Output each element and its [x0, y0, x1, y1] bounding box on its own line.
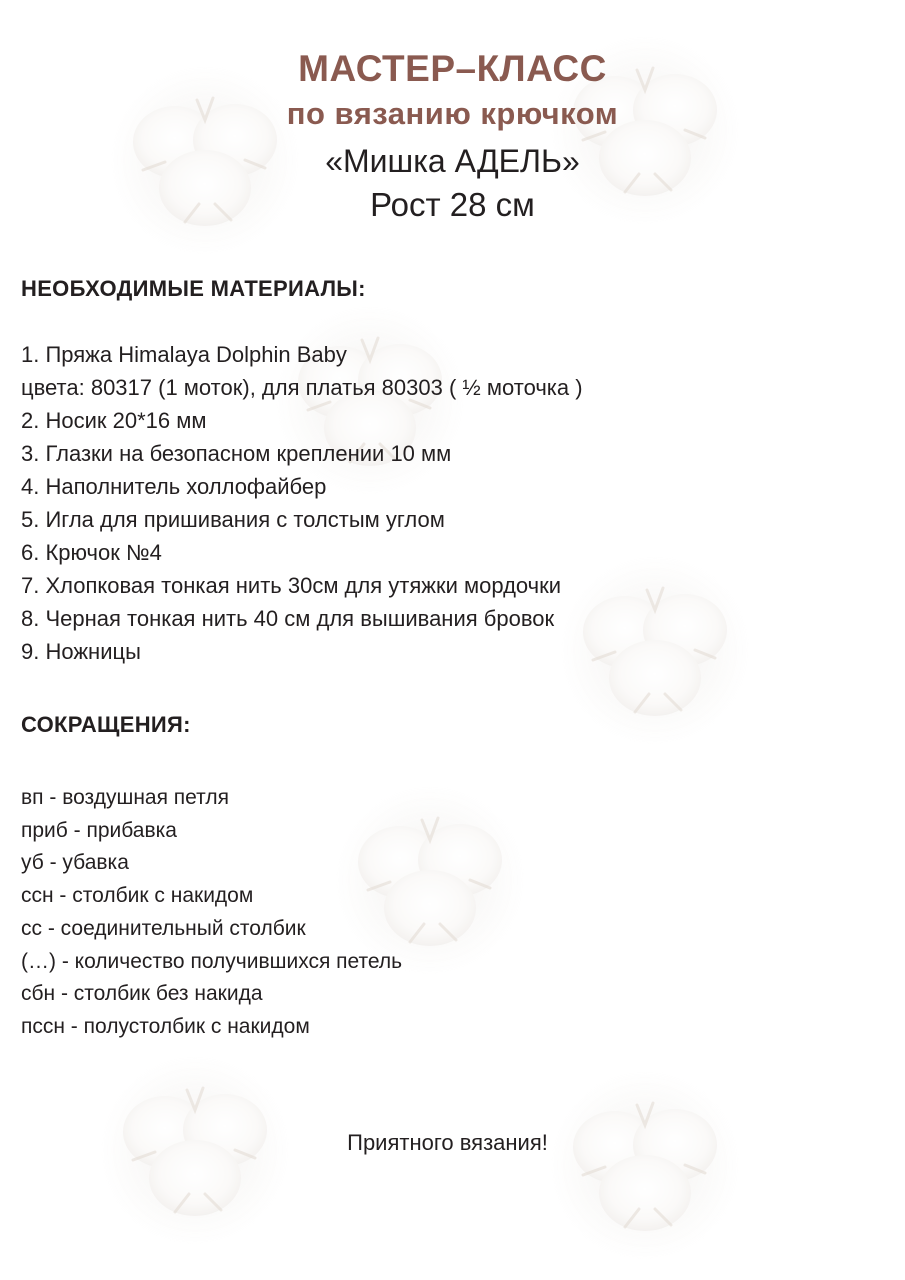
abbreviation-item: (…) - количество получившихся петель	[21, 949, 403, 973]
materials-list	[21, 338, 583, 668]
abbreviation-item: сс - соединительный столбик	[21, 916, 306, 940]
abbreviation-item: вп - воздушная петля	[21, 786, 229, 809]
materials-item: 7. Хлопковая тонкая нить 30см для утяжки мордочки	[21, 573, 562, 598]
materials-item: 6. Крючок №4	[21, 540, 162, 565]
materials-item: цвета: 80317 (1 моток), для платья 80303 ( ½ моточка )	[21, 375, 583, 400]
abbreviation-item: приб - прибавка	[21, 818, 177, 842]
toy-height: Рост 28 см	[370, 186, 535, 223]
abbreviation-item: ссн - столбик с накидом	[21, 884, 254, 908]
abbreviations-heading: СОКРАЩЕНИЯ:	[21, 712, 191, 737]
materials-item: 5. Игла для пришивания с толстым углом	[21, 507, 445, 532]
materials-item: 8. Черная тонкая нить 40 см для вышивания бровок	[21, 606, 555, 631]
abbreviation-item: уб - убавка	[21, 851, 129, 875]
closing-message: Приятного вязания!	[347, 1130, 548, 1155]
materials-item: 2. Носик 20*16 мм	[21, 408, 207, 433]
materials-item: 9. Ножницы	[21, 639, 141, 664]
page-subtitle: по вязанию крючком	[286, 96, 619, 131]
materials-item: 3. Глазки на безопасном креплении 10 мм	[21, 441, 452, 466]
abbreviations-list	[21, 782, 402, 1044]
toy-name: «Мишка АДЕЛЬ»	[325, 143, 580, 179]
abbreviation-item: сбн - столбик без накида	[21, 982, 263, 1006]
page-title: МАСТЕР–КЛАСС	[298, 48, 607, 89]
materials-item: 4. Наполнитель холлофайбер	[21, 474, 327, 499]
abbreviation-item: пссн - полустолбик с накидом	[21, 1014, 310, 1038]
materials-item: 1. Пряжа Himalaya Dolphin Baby	[21, 342, 347, 367]
materials-heading: НЕОБХОДИМЫЕ МАТЕРИАЛЫ:	[21, 276, 366, 301]
